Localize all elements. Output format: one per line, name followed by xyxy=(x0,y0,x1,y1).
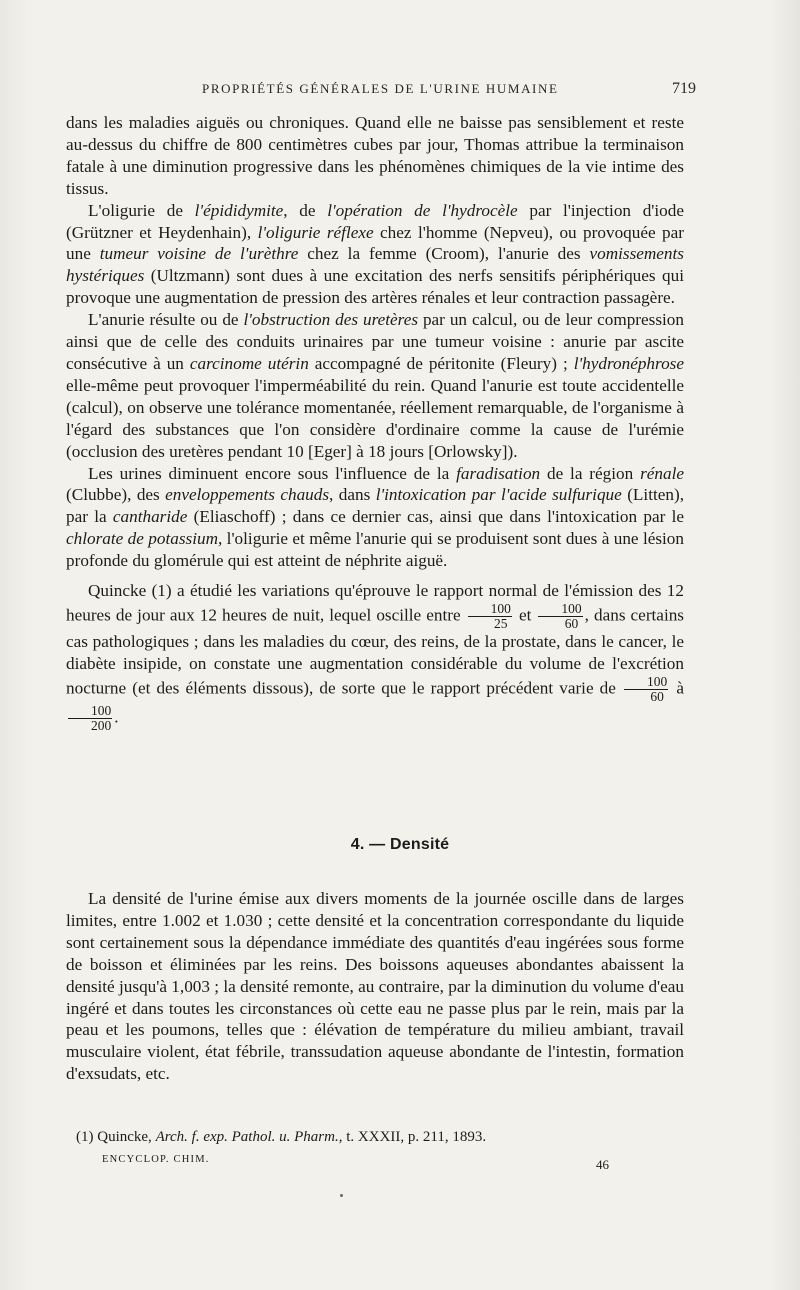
paragraph-oligurie: L'oligurie de l'épididymite, de l'opération de l'hydrocèle par l'injection d'iode (Grützner et Heydenhain), l'oligurie réflexe chez l'homme (Nepveu), ou provoquée par une tumeur voisine de l'urèthre chez la femme (Croom), l'anurie des vomissements hystériques (Ultzmann) sont dues à une excitation des nerfs sensitifs périphériques qui provoque une augmentation de pression des artères rénales et leur contraction passagère. xyxy=(66,200,684,308)
paragraph-anurie: L'anurie résulte ou de l'obstruction des uretères par un calcul, ou de leur compression ainsi que de celle des conduits urinaires par une tumeur voisine : anurie par ascite consécutive à un carcinome utérin accompagné de péritonite (Fleury) ; l'hydronéphrose elle-même peut provoquer l'imperméabilité du rein. Quand l'anurie est toute accidentelle (calcul), on observe une tolérance momentanée, réellement remarquable, de l'organisme à l'égard des substances que l'on considère d'ordinaire comme la cause de l'urémie (occlusion des uretères pendant 10 [Eger] à 18 jours [Orlowsky]). xyxy=(66,310,684,461)
fraction-100-200: $\frac{100}{200}$ xyxy=(68,704,112,733)
paragraph-densite: La densité de l'urine émise aux divers moments de la journée oscille dans de larges limites, entre 1.002 et 1.030 ; cette densité et la concentration correspondante du liquide sont certainement sous la dépendance immédiate des quantités d'eau ingérées sous forme de boisson et éliminées par les reins. Des boissons aqueuses abondantes abaissent la densité jusqu'à 1,003 ; la densité remonte, au contraire, par la diminution du volume d'eau ingéré et dans toutes les circonstances où cette eau ne passe plus par le rein, mais par la peau et les poumons, telles que : élévation de température du milieu ambiant, travail musculaire violent, état fébrile, transsudation aqueuse abondante de l'intestin, formation d'exsudats, etc. xyxy=(66,889,684,1084)
running-title: PROPRIÉTÉS GÉNÉRALES DE L'URINE HUMAINE xyxy=(202,81,559,96)
section-heading-densite: 4. — Densité xyxy=(350,836,450,853)
signature-mark: ENCYCLOP. CHIM. xyxy=(102,1154,210,1165)
body-text-lower xyxy=(66,888,684,1085)
paragraph-maladies: dans les maladies aiguës ou chroniques. Quand elle ne baisse pas sensiblement et reste au-dessus du chiffre de 800 centimètres cubes par jour, Thomas attribue la terminaison fatale à une diminution progressive dans les phénomènes chimiques de la vie intime des tissus. xyxy=(66,113,684,198)
fraction-100-60: $\frac{100}{60}$ xyxy=(538,602,582,631)
sheet-number: 46 xyxy=(596,1157,609,1172)
paper-speck xyxy=(340,1194,343,1197)
paragraph-urines-diminuent: Les urines diminuent encore sous l'influence de la faradisation de la région rénale (Clubbe), des enveloppements chauds, dans l'intoxication par l'acide sulfurique (Litten), par la cantharide (Eliaschoff) ; dans ce dernier cas, ainsi que dans l'intoxication par le chlorate de potassium, l'oligurie et même l'anurie qui se produisent sont dues à une lésion profonde du glomérule qui est atteint de néphrite aiguë. xyxy=(66,463,684,571)
fraction-100-25: $\frac{100}{25}$ xyxy=(468,602,512,631)
body-text-upper xyxy=(66,112,684,733)
footnote: (1) Quincke, Arch. f. exp. Pathol. u. Pharm., t. XXXII, p. 211, 1893. xyxy=(76,1129,487,1145)
page-number: 719 xyxy=(672,80,696,97)
paragraph-quincke: Quincke (1) a étudié les variations qu'éprouve le rapport normal de l'émission des 12 heures de jour aux 12 heures de nuit, lequel oscille entre $\frac{100}{25}$ et $\frac{100}{60}$ , dans certains cas pathologiques ; dans les maladies du cœur, des reins, de la prostate, dans le cancer, le diabète insipide, on constate une augmentation considérable du volume de l'excrétion nocturne (et des éléments dissous), de sorte que le rapport précédent varie de $\frac{100}{60}$ à $\frac{100}{200}$ . xyxy=(66,581,684,733)
fraction-100-60-b: $\frac{100}{60}$ xyxy=(624,675,668,704)
